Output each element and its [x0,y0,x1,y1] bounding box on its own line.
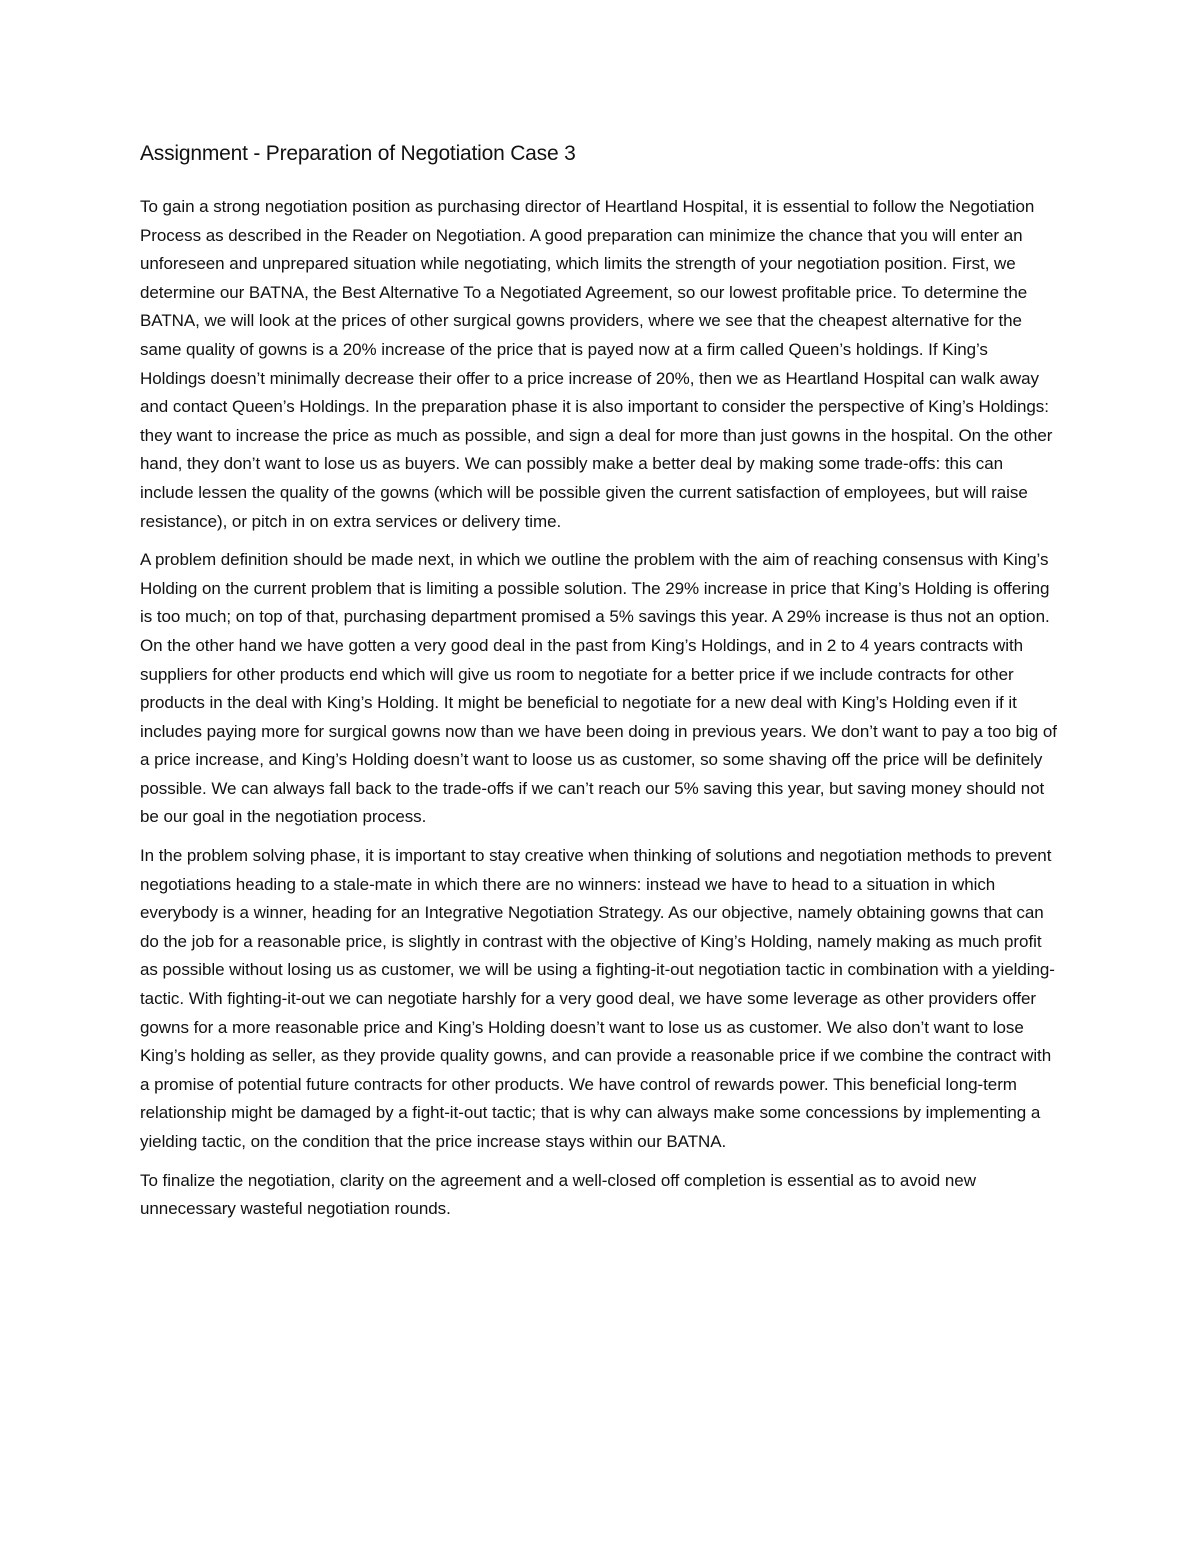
document-title: Assignment - Preparation of Negotiation Case 3 [140,142,576,165]
paragraph-finalize: To finalize the negotiation, clarity on the agreement and a well-closed off completion is essential as to avoid new unnecessary wasteful negotiation rounds. [140,1170,976,1219]
paragraph-problem-definition: A problem definition should be made next, in which we outline the problem with the aim of reaching consensus with King’s Holding on the current problem that is limiting a possible solution. The 29% increase in price that King’s Holding is offering is too much; on top of that, purchasing department promised a 5% savings this year. A 29% increase is thus not an option. On the other hand we have gotten a very good deal in the past from King’s Holdings, and in 2 to 4 years contracts with suppliers for other products end which will give us room to negotiate for a better price if we include contracts for other products in the deal with King’s Holding. It might be beneficial to negotiate for a new deal with King’s Holding even if it includes paying more for surgical gowns now than we have been doing in previous years. We don’t want to pay a too big of a price increase, and King’s Holding doesn’t want to loose us as customer, so some shaving off the price will be definitely possible. We can always fall back to the trade-offs if we can’t reach our 5% saving this year, but saving money should not be our goal in the negotiation process. [140,550,1057,827]
document-body [140,138,1058,1234]
paragraph-problem-solving: In the problem solving phase, it is important to stay creative when thinking of solutions and negotiation methods to prevent negotiations heading to a stale-mate in which there are no winners: instead we have to head to a situation in which everybody is a winner, heading for an Integrative Negotiation Strategy. As our objective, namely obtaining gowns that can do the job for a reasonable price, is slightly in contrast with the objective of King’s Holding, namely making as much profit as possible without losing us as customer, we will be using a fighting-it-out negotiation tactic in combination with a yielding-tactic. With fighting-it-out we can negotiate harshly for a very good deal, we have some leverage as other providers offer gowns for a more reasonable price and King’s Holding doesn’t want to lose us as customer. We also don’t want to lose King’s holding as seller, as they provide quality gowns, and can provide a reasonable price if we combine the contract with a promise of potential future contracts for other products. We have control of rewards power. This beneficial long-term relationship might be damaged by a fight-it-out tactic; that is why can always make some concessions by implementing a yielding tactic, on the condition that the price increase stays within our BATNA. [140,846,1055,1151]
paragraph-preparation: To gain a strong negotiation position as purchasing director of Heartland Hospital, it is essential to follow the Negotiation Process as described in the Reader on Negotiation. A good preparation can minimize the chance that you will enter an unforeseen and unprepared situation while negotiating, which limits the strength of your negotiation position. First, we determine our BATNA, the Best Alternative To a Negotiated Agreement, so our lowest profitable price. To determine the BATNA, we will look at the prices of other surgical gowns providers, where we see that the cheapest alternative for the same quality of gowns is a 20% increase of the price that is payed now at a firm called Queen’s holdings. If King’s Holdings doesn’t minimally decrease their offer to a price increase of 20%, then we as Heartland Hospital can walk away and contact Queen’s Holdings. In the preparation phase it is also important to consider the perspective of King’s Holdings: they want to increase the price as much as possible, and sign a deal for more than just gowns in the hospital. On the other hand, they don’t want to lose us as buyers. We can possibly make a better deal by making some trade-offs: this can include lessen the quality of the gowns (which will be possible given the current satisfaction of employees, but will raise resistance), or pitch in on extra services or delivery time. [140,197,1053,531]
